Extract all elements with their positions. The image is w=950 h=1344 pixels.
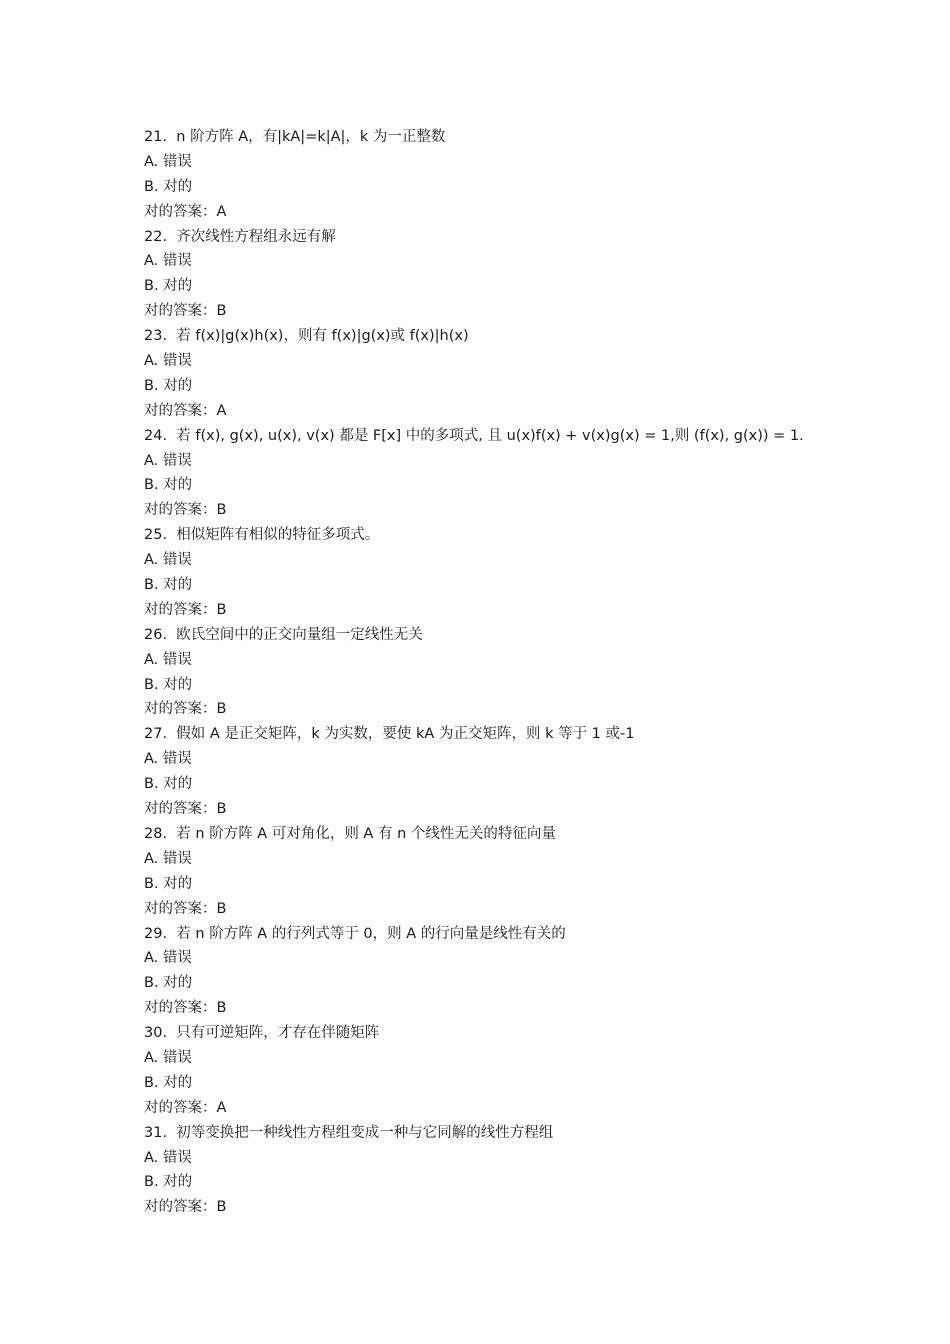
question-stem: 相似矩阵有相似的特征多项式。	[176, 527, 380, 544]
option-b: B. 对的	[144, 1174, 193, 1191]
option-b: B. 对的	[144, 1074, 193, 1091]
option-a: A. 错误	[144, 850, 192, 867]
option-b: B. 对的	[144, 776, 193, 793]
question-number: 29.	[144, 925, 168, 942]
question-block	[144, 1121, 824, 1221]
question-number: 21.	[144, 129, 168, 145]
question-text	[144, 623, 824, 648]
correct-answer: 对的答案：A	[144, 1099, 227, 1116]
question-stem: 初等变换把一种线性方程组变成一种与它同解的线性方程组	[176, 1124, 554, 1141]
option-a: A. 错误	[144, 1049, 192, 1066]
correct-answer: 对的答案：B	[144, 701, 227, 718]
question-text	[144, 822, 824, 847]
question-number: 30.	[144, 1025, 168, 1042]
option-b: B. 对的	[144, 178, 193, 195]
question-block	[144, 424, 824, 524]
option-a: A. 错误	[144, 452, 192, 469]
question-stem: 若 f(x), g(x), u(x), v(x) 都是 F[x] 中的多项式, 且 u(x)f(x) + v(x)g(x) = 1,则 (f(x), g(x)) = 1.	[176, 427, 804, 444]
question-text	[144, 324, 824, 349]
question-stem: 欧氏空间中的正交向量组一定线性无关	[176, 626, 423, 643]
option-b: B. 对的	[144, 278, 193, 295]
question-block	[144, 1021, 824, 1121]
question-text	[144, 722, 824, 747]
correct-answer: 对的答案：B	[144, 303, 227, 320]
question-text	[144, 1121, 824, 1146]
correct-answer: 对的答案：A	[144, 203, 227, 220]
question-list	[144, 125, 824, 1220]
option-b: B. 对的	[144, 577, 193, 594]
question-stem: 齐次线性方程组永远有解	[176, 228, 336, 245]
option-a: A. 错误	[144, 153, 192, 170]
option-a: A. 错误	[144, 552, 192, 569]
option-b: B. 对的	[144, 477, 193, 494]
question-number: 23.	[144, 328, 168, 345]
correct-answer: 对的答案：A	[144, 402, 227, 419]
correct-answer: 对的答案：B	[144, 1199, 227, 1216]
question-text	[144, 922, 824, 947]
question-text	[144, 225, 824, 250]
question-stem: 若 f(x)|g(x)h(x)，则有 f(x)|g(x)或 f(x)|h(x)	[176, 328, 469, 345]
question-number: 31.	[144, 1124, 168, 1141]
question-block	[144, 225, 824, 325]
option-a: A. 错误	[144, 353, 192, 370]
question-block	[144, 822, 824, 922]
question-block	[144, 324, 824, 424]
option-b: B. 对的	[144, 875, 193, 892]
option-a: A. 错误	[144, 253, 192, 270]
correct-answer: 对的答案：B	[144, 900, 227, 917]
question-block	[144, 623, 824, 723]
question-text	[144, 125, 824, 150]
question-number: 24.	[144, 427, 168, 444]
correct-answer: 对的答案：B	[144, 801, 227, 818]
question-block	[144, 523, 824, 623]
question-number: 28.	[144, 825, 168, 842]
correct-answer: 对的答案：B	[144, 601, 227, 618]
question-stem: 假如 A 是正交矩阵，k 为实数，要使 kA 为正交矩阵，则 k 等于 1 或-1	[176, 726, 635, 743]
question-number: 27.	[144, 726, 168, 743]
question-stem: 若 n 阶方阵 A 可对角化，则 A 有 n 个线性无关的特征向量	[176, 825, 556, 842]
question-block	[144, 922, 824, 1022]
correct-answer: 对的答案：B	[144, 502, 227, 519]
question-block	[144, 722, 824, 822]
question-text	[144, 1021, 824, 1046]
question-block	[144, 125, 824, 225]
option-a: A. 错误	[144, 651, 192, 668]
option-a: A. 错误	[144, 1149, 192, 1166]
question-text	[144, 424, 824, 449]
correct-answer: 对的答案：B	[144, 1000, 227, 1017]
option-b: B. 对的	[144, 975, 193, 992]
option-b: B. 对的	[144, 676, 193, 693]
question-stem: 只有可逆矩阵，才存在伴随矩阵	[176, 1025, 380, 1042]
question-text	[144, 523, 824, 548]
question-number: 25.	[144, 527, 168, 544]
question-number: 22.	[144, 228, 168, 245]
option-a: A. 错误	[144, 950, 192, 967]
option-b: B. 对的	[144, 377, 193, 394]
option-a: A. 错误	[144, 751, 192, 768]
question-stem: 若 n 阶方阵 A 的行列式等于 0，则 A 的行向量是线性有关的	[176, 925, 566, 942]
question-stem: n 阶方阵 A，有|kA|=k|A|，k 为一正整数	[176, 129, 446, 145]
question-number: 26.	[144, 626, 168, 643]
